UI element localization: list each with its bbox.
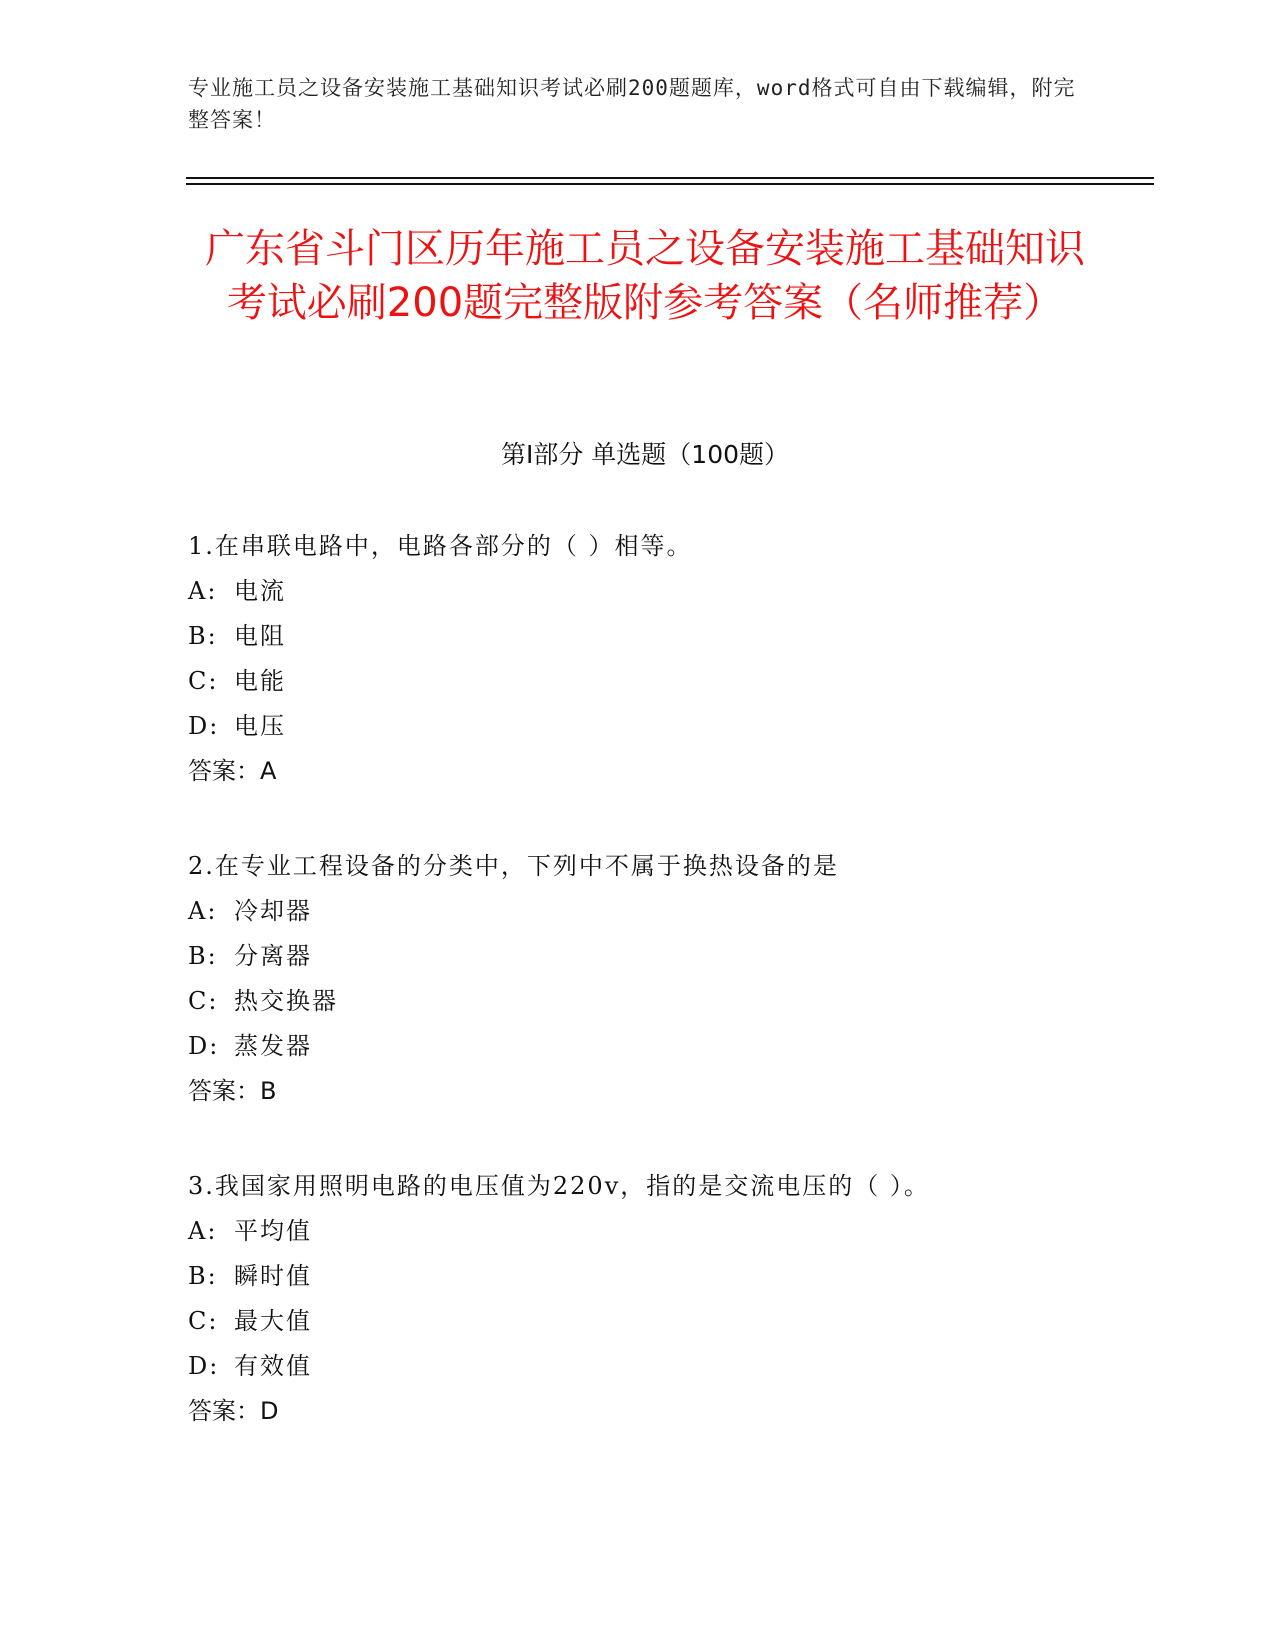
option-d bbox=[188, 1348, 1148, 1384]
question-3 bbox=[188, 1168, 1148, 1429]
option-text: 冷却器 bbox=[234, 897, 312, 925]
option-text: 分离器 bbox=[234, 942, 312, 970]
document-title: 广东省斗门区历年施工员之设备安装施工基础知识考试必刷200题完整版附参考答案（名师推荐） bbox=[205, 226, 1085, 326]
option-b bbox=[188, 618, 1148, 654]
option-a bbox=[188, 893, 1148, 929]
option-letter: A: bbox=[188, 897, 218, 925]
option-text: 平均值 bbox=[234, 1217, 312, 1245]
option-letter: B: bbox=[188, 1262, 218, 1290]
option-c bbox=[188, 1303, 1148, 1339]
option-c bbox=[188, 663, 1148, 699]
option-text: 瞬时值 bbox=[234, 1262, 312, 1290]
header-divider-top bbox=[186, 177, 1154, 179]
header-divider-bottom bbox=[186, 183, 1154, 185]
option-text: 电流 bbox=[234, 577, 286, 605]
option-letter: C: bbox=[188, 987, 219, 1015]
option-letter: B: bbox=[188, 942, 218, 970]
option-text: 电能 bbox=[234, 667, 286, 695]
option-c bbox=[188, 983, 1148, 1019]
option-letter: A: bbox=[188, 577, 218, 605]
header-note: 专业施工员之设备安装施工基础知识考试必刷200题题库，word格式可自由下载编辑，附完整答案！ bbox=[188, 76, 1076, 132]
option-letter: D: bbox=[188, 1032, 220, 1060]
question-stem: 1.在串联电路中，电路各部分的（ ）相等。 bbox=[188, 532, 693, 560]
answer-line: 答案：A bbox=[188, 757, 277, 785]
option-a bbox=[188, 1213, 1148, 1249]
question-1 bbox=[188, 528, 1148, 789]
question-stem: 2.在专业工程设备的分类中，下列中不属于换热设备的是 bbox=[188, 852, 839, 880]
option-text: 有效值 bbox=[234, 1352, 312, 1380]
answer-line: 答案：D bbox=[188, 1397, 279, 1425]
option-text: 热交换器 bbox=[234, 987, 338, 1015]
option-letter: D: bbox=[188, 712, 220, 740]
question-stem: 3.我国家用照明电路的电压值为220v，指的是交流电压的（ ）。 bbox=[188, 1172, 930, 1200]
section-title: 第Ⅰ部分 单选题（100题） bbox=[500, 440, 790, 469]
option-text: 最大值 bbox=[234, 1307, 312, 1335]
question-2 bbox=[188, 848, 1148, 1109]
option-letter: A: bbox=[188, 1217, 218, 1245]
option-b bbox=[188, 938, 1148, 974]
answer-line: 答案：B bbox=[188, 1077, 277, 1105]
option-text: 电阻 bbox=[234, 622, 286, 650]
option-d bbox=[188, 1028, 1148, 1064]
option-letter: C: bbox=[188, 667, 219, 695]
option-text: 蒸发器 bbox=[234, 1032, 312, 1060]
option-letter: D: bbox=[188, 1352, 220, 1380]
option-letter: C: bbox=[188, 1307, 219, 1335]
option-a bbox=[188, 573, 1148, 609]
option-d bbox=[188, 708, 1148, 744]
option-b bbox=[188, 1258, 1148, 1294]
option-letter: B: bbox=[188, 622, 218, 650]
option-text: 电压 bbox=[234, 712, 286, 740]
